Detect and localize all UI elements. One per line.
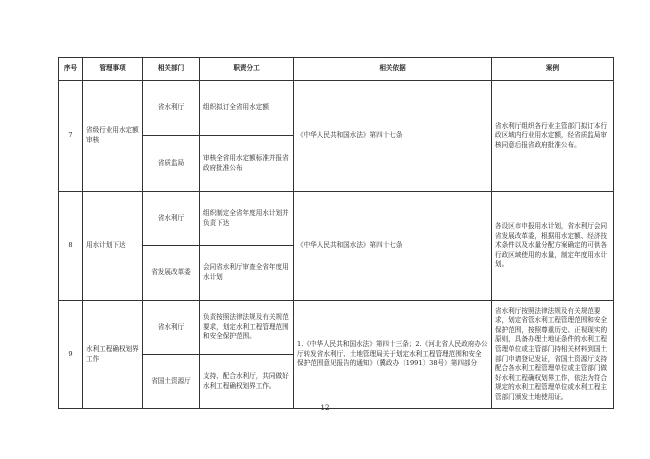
department: 省发展改革委: [143, 246, 200, 301]
duty: 会同省水利厅审查全省年度用水计划: [200, 246, 294, 301]
duty: 负责按照法律法规及有关规范要求，划定水利工程管理范围和安全保护范围。: [200, 301, 294, 355]
department: 省质监局: [143, 136, 200, 192]
legal-basis: 《中华人民共和国水法》第四十七条: [294, 192, 492, 301]
case-description: 省水利厅按照法律法规及有关规范要求，划定省管水利工程管理范围和安全保护范围，按照尊重历史、正视现实的原则，具备办理土地证条件的水利工程管理单位或主管部门持相关材料到国土部门申请登记发证，省国土资源厅支持配合各水利工程管理单位或主管部门做好水利工程确权划界工作，依法为符合规定的水利工程管理单位或水利工程主管部门颁发土地使用证。: [492, 301, 614, 409]
legal-basis: 《中华人民共和国水法》第四十七条: [294, 81, 492, 192]
row-number: 8: [59, 192, 83, 301]
duty: 组织制定全省年度用水计划并负责下达: [200, 192, 294, 246]
management-item: 用水计划下达: [83, 192, 143, 301]
management-item: 省级行业用水定额审核: [83, 81, 143, 192]
table-row: [59, 192, 614, 246]
case-description: 各设区市申报用水计划，省水利厅会同省发展改革委，根据用水定额、经济技术条件以及水量分配方案确定的可供各行政区域使用的水量，制定年度用水计划。: [492, 192, 614, 301]
case-description: 省水利厅组织各行业主管部门拟订本行政区域内行业用水定额，经省质监局审核同意后报省政府批准公布。: [492, 81, 614, 192]
department: 省水利厅: [143, 81, 200, 136]
header-cell: 相关依据: [294, 58, 492, 81]
table-row: [59, 301, 614, 355]
department: 省水利厅: [143, 192, 200, 246]
responsibility-table: [58, 57, 614, 409]
header-cell: 案例: [492, 58, 614, 81]
header-cell: 相关部门: [143, 58, 200, 81]
duty: 组织拟订全省用水定额: [200, 81, 294, 136]
management-item: 水利工程确权划界工作: [83, 301, 143, 409]
duty: 支持、配合水利厅，共同做好水利工程确权划界工作。: [200, 355, 294, 409]
duty: 审核全省用水定额标准并报省政府批准公布: [200, 136, 294, 192]
table-row: [59, 81, 614, 136]
row-number: 7: [59, 81, 83, 192]
department: 省水利厅: [143, 301, 200, 355]
table-header-row: [59, 58, 614, 81]
header-cell: 管理事项: [83, 58, 143, 81]
department: 省国土资源厅: [143, 355, 200, 409]
page-number: 12: [320, 404, 330, 412]
header-cell: 职责分工: [200, 58, 294, 81]
legal-basis: 1.《中华人民共和国水法》第四十三条；2.《河北省人民政府办公厅转发省水利厅、土地管理局关于划定水利工程管理范围和安全保护范围意见报告的通知》（冀政办〔1991〕38号）第四部分: [294, 301, 492, 409]
row-number: 9: [59, 301, 83, 409]
header-cell: 序号: [59, 58, 83, 81]
